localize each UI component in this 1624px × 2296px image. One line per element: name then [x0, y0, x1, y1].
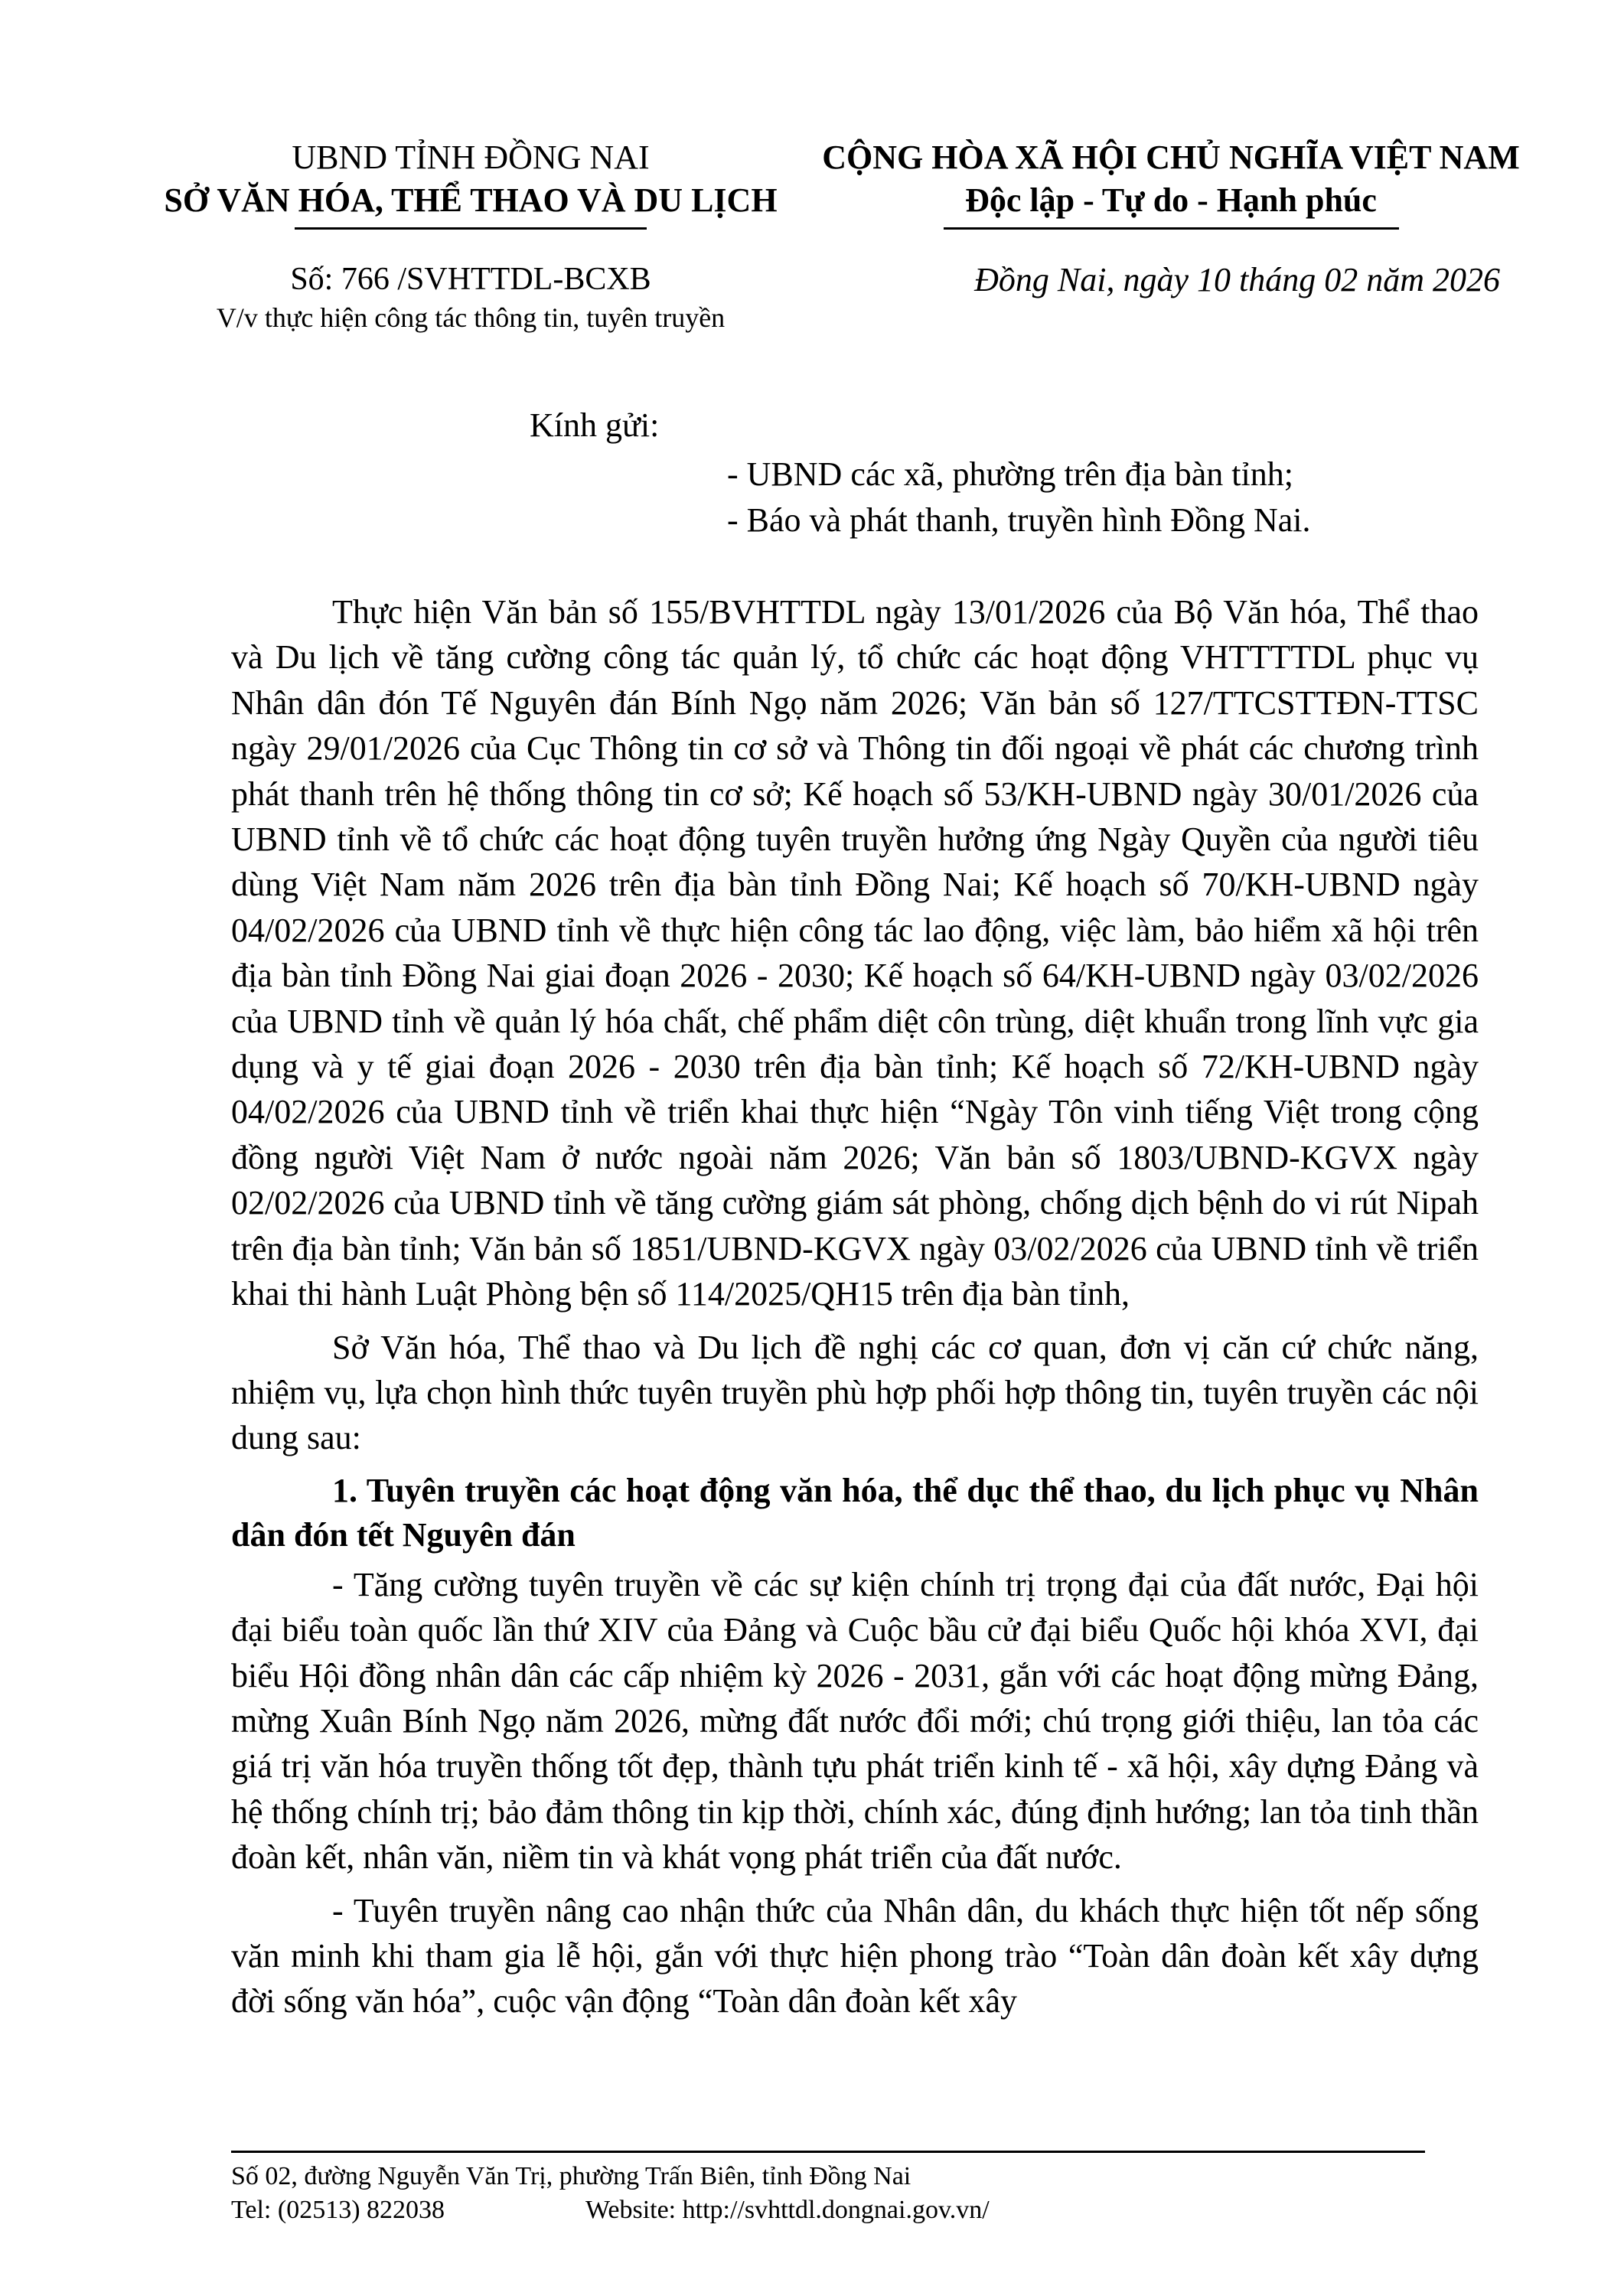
- body-paragraph: - Tuyên truyền nâng cao nhận thức của Nhân dân, du khách thực hiện tốt nếp sống văn minh khi tham gia lễ hội, gắn với thực hiện phong trào “Toàn dân đoàn kết xây dựng đời sống văn hóa”, cuộc vận động “Toàn dân đoàn kết xây: [231, 1891, 1479, 2020]
- agency-underline: [295, 227, 647, 230]
- section-heading: 1. Tuyên truyền các hoạt động văn hóa, thể dục thể thao, du lịch phục vụ Nhân dân đón tết Nguyên đán: [231, 1471, 1479, 1554]
- date-line: Đồng Nai, ngày 10 tháng 02 năm 2026: [974, 261, 1500, 298]
- footer-divider: [231, 2151, 1425, 2153]
- salutation: Kính gửi:: [530, 406, 660, 444]
- body-paragraph-legal-basis: Thực hiện Văn bản số 155/BVHTTDL ngày 13/01/2026 của Bộ Văn hóa, Thể thao và Du lịch về tăng cường công tác quản lý, tổ chức các hoạt động VHTTTTDL phục vụ Nhân dân đón Tế Nguyên đán Bính Ngọ năm 2026; Văn bản số 127/TTCSTTĐN-TTSC ngày 29/01/2026 của Cục Thông tin cơ sở và Thông tin đối ngoại về phát các chương trình phát thanh trên hệ thống thông tin cơ sở; Kế hoạch số 53/KH-UBND ngày 30/01/2026 của UBND tỉnh về tổ chức các hoạt động tuyên truyền hưởng ứng Ngày Quyền của người tiêu dùng Việt Nam năm 2026 trên địa bàn tỉnh Đồng Nai; Kế hoạch số 70/KH-UBND ngày 04/02/2026 của UBND tỉnh về thực hiện công tác lao động, việc làm, bảo hiểm xã hội trên địa bàn tỉnh Đồng Nai giai đoạn 2026 - 2030; Kế hoạch số 64/KH-UBND ngày 03/02/2026 của UBND tỉnh về quản lý hóa chất, chế phẩm diệt côn trùng, diệt khuẩn trong lĩnh vực gia dụng và y tế giai đoạn 2026 - 2030 trên địa bàn tỉnh; Kế hoạch số 72/KH-UBND ngày 04/02/2026 của UBND tỉnh về triển khai thực hiện “Ngày Tôn vinh tiếng Việt trong cộng đồng người Việt Nam ở nước ngoài năm 2026; Văn bản số 1803/UBND-KGVX ngày 02/02/2026 của UBND tỉnh về tăng cường giám sát phòng, chống dịch bệnh do vi rút Nipah trên địa bàn tỉnh; Văn bản số 1851/UBND-KGVX ngày 03/02/2026 của UBND tỉnh về triển khai thi hành Luật Phòng bện số 114/2025/QH15 trên địa bàn tỉnh,: [231, 593, 1479, 1313]
- national-motto: Độc lập - Tự do - Hạnh phúc: [965, 181, 1377, 219]
- document-number: Số: 766 /SVHTTDL-BCXB: [290, 262, 651, 297]
- body-paragraph-request: Sở Văn hóa, Thể thao và Du lịch đề nghị các cơ quan, đơn vị căn cứ chức năng, nhiệm vụ, lựa chọn hình thức tuyên truyền phù hợp phối hợp thông tin, tuyên truyền các nội dung sau:: [231, 1328, 1479, 1457]
- body-paragraph: - Tăng cường tuyên truyền về các sự kiện chính trị trọng đại của đất nước, Đại hội đại biểu toàn quốc lần thứ XIV của Đảng và Cuộc bầu cử đại biểu Quốc hội khóa XVI, đại biểu Hội đồng nhân dân các cấp nhiệm kỳ 2026 - 2031, gắn với các hoạt động mừng Đảng, mừng Xuân Bính Ngọ năm 2026, mừng đất nước đổi mới; chú trọng giới thiệu, lan tỏa các giá trị văn hóa truyền thống tốt đẹp, thành tựu phát triển kinh tế - xã hội, xây dựng Đảng và hệ thống chính trị; bảo đảm thông tin kịp thời, chính xác, đúng định hướng; lan tỏa tinh thần đoàn kết, nhân văn, niềm tin và khát vọng phát triển của đất nước.: [231, 1565, 1479, 1877]
- issuing-agency: SỞ VĂN HÓA, THỂ THAO VÀ DU LỊCH: [164, 181, 778, 219]
- recipient-item: - Báo và phát thanh, truyền hình Đồng Nai.: [727, 501, 1311, 539]
- footer-website: Website: http://svhttdl.dongnai.gov.vn/: [585, 2196, 990, 2224]
- document-subject: V/v thực hiện công tác thông tin, tuyên truyền: [216, 302, 726, 333]
- recipient-item: - UBND các xã, phường trên địa bàn tỉnh;: [727, 455, 1293, 493]
- document-body: [231, 589, 1479, 2032]
- national-header: [811, 136, 1531, 222]
- motto-underline: [944, 227, 1399, 230]
- recipient-list: [727, 452, 1311, 543]
- nation-title: CỘNG HÒA XÃ HỘI CHỦ NGHĨA VIỆT NAM: [822, 139, 1520, 176]
- parent-agency: UBND TỈNH ĐỒNG NAI: [292, 139, 650, 176]
- footer-address: Số 02, đường Nguyễn Văn Trị, phường Trấn Biên, tỉnh Đồng Nai: [231, 2162, 911, 2190]
- agency-header: [161, 136, 781, 222]
- footer-phone: Tel: (02513) 822038: [231, 2196, 445, 2224]
